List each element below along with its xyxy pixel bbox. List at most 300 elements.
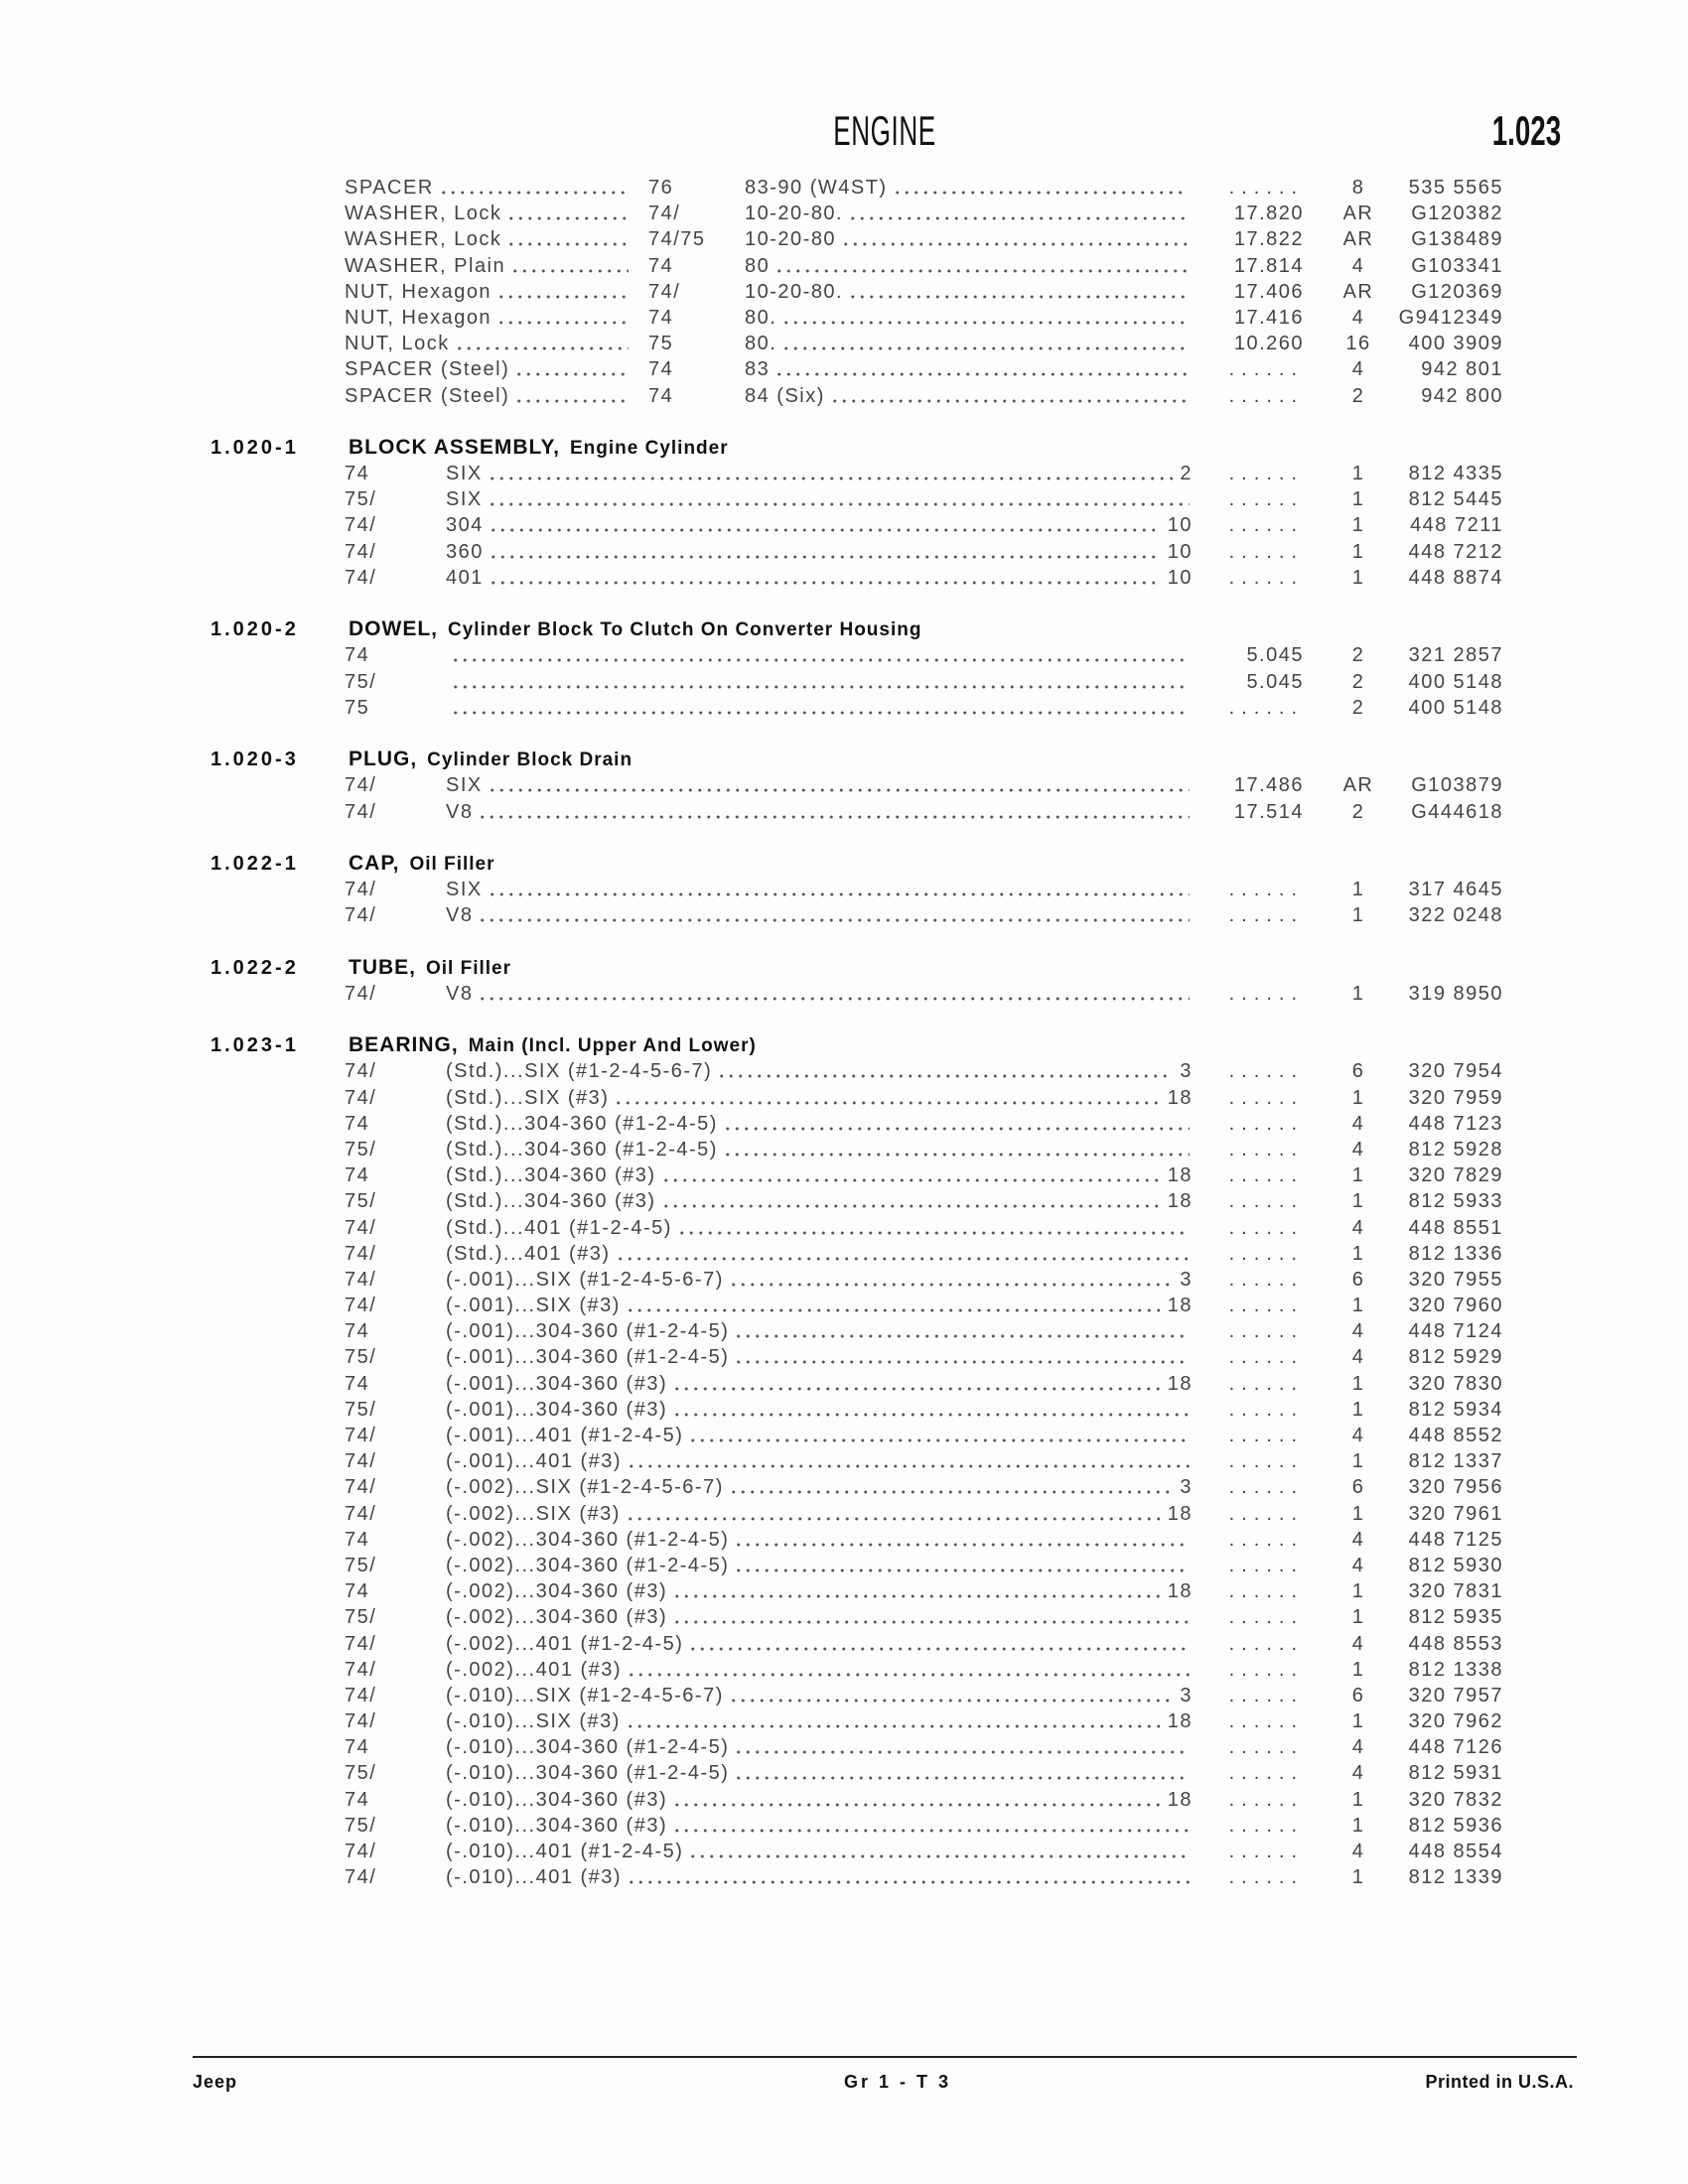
leader-dots (512, 383, 629, 409)
description: (-.002)...304-360 (#1-2-4-5) (446, 1554, 730, 1576)
page-title: ENGINE (833, 107, 936, 154)
part-number: 320 7829 (1408, 1164, 1503, 1187)
leader-dots (659, 1188, 1161, 1214)
leader-dots (846, 201, 1188, 226)
quantity: 1 (1351, 1658, 1365, 1681)
group-number: 17.486 (1233, 774, 1304, 797)
group-number: ...... (1228, 1554, 1304, 1576)
description-leader (745, 253, 1191, 279)
leader-dots (670, 1371, 1161, 1397)
leader-dots (732, 1553, 1190, 1578)
section-number: 1.022-1 (211, 852, 299, 875)
leader-dots (727, 1267, 1174, 1293)
description: (-.002)...401 (#1-2-4-5) (446, 1632, 684, 1655)
section-number: 1.020-3 (211, 749, 299, 771)
description: (-.010)...304-360 (#3) (446, 1814, 668, 1837)
group-number: ...... (1228, 1841, 1304, 1862)
model-year: 74 (648, 384, 674, 407)
model-year: 74/ (648, 203, 681, 225)
description-leader (446, 1708, 1193, 1734)
description-leader (446, 1657, 1193, 1683)
leader-dots (675, 1215, 1190, 1241)
item-name: WASHER, Plain (345, 254, 506, 277)
leader-dots (494, 279, 629, 305)
quantity: 4 (1351, 1425, 1365, 1446)
leader-dots (437, 175, 629, 201)
parts-row (0, 1527, 1688, 1553)
quantity: 2 (1351, 384, 1365, 407)
group-number: 17.820 (1233, 203, 1304, 225)
description-leader (446, 877, 1193, 902)
quantity: 4 (1351, 358, 1365, 381)
reference-number: 18 (1167, 1788, 1193, 1811)
part-number: 812 5935 (1408, 1606, 1503, 1629)
leader-dots (686, 1423, 1190, 1448)
part-number: 400 3909 (1408, 333, 1503, 355)
quantity: 16 (1345, 333, 1371, 355)
reference-number: 2 (1180, 463, 1193, 485)
part-number: 812 5931 (1408, 1762, 1503, 1785)
description-leader (446, 1397, 1193, 1423)
description: (-.002)...SIX (#3) (446, 1502, 621, 1525)
model-year: 75/ (345, 1190, 377, 1213)
leader-dots (625, 1657, 1190, 1683)
description-leader (446, 981, 1193, 1007)
quantity: 6 (1351, 1476, 1365, 1499)
part-number: 812 1338 (1408, 1658, 1503, 1681)
parts-section (0, 435, 1688, 591)
quantity: 1 (1351, 1606, 1365, 1629)
section-part-name: CAP, (349, 851, 400, 875)
part-number: 322 0248 (1408, 904, 1503, 927)
description-leader (745, 305, 1191, 331)
section-number: 1.022-2 (211, 956, 299, 979)
group-number: ...... (1228, 1164, 1304, 1187)
group-number: 17.822 (1233, 228, 1304, 251)
parts-row (0, 902, 1688, 928)
reference-number: 3 (1180, 1476, 1193, 1499)
description: SIX (446, 879, 483, 901)
part-number: 448 7125 (1408, 1528, 1503, 1551)
parts-row (0, 1604, 1688, 1630)
parts-row (0, 695, 1688, 721)
group-number: ...... (1228, 1632, 1304, 1655)
parts-row (0, 175, 1688, 201)
part-number: 812 5445 (1408, 488, 1503, 511)
part-number: 812 1337 (1408, 1450, 1503, 1473)
leader-dots (732, 1344, 1190, 1370)
item-name: SPACER (345, 177, 434, 199)
model-year: 74 (345, 1788, 370, 1811)
model-year: 75/ (345, 1138, 377, 1160)
model-year: 74/ (345, 1086, 377, 1109)
parts-row (0, 1657, 1688, 1683)
part-number: 812 4335 (1408, 463, 1503, 485)
reference-number: 18 (1167, 1164, 1193, 1187)
parts-row (0, 1474, 1688, 1500)
quantity: 1 (1351, 514, 1365, 537)
part-number: 448 7124 (1408, 1320, 1503, 1343)
quantity: 1 (1351, 1450, 1365, 1473)
leader-dots (779, 331, 1188, 356)
part-number: G103879 (1411, 774, 1503, 797)
parts-section (0, 955, 1688, 1007)
model-year: 75/ (345, 1346, 377, 1369)
description: (Std.)...304-360 (#1-2-4-5) (446, 1112, 718, 1135)
quantity: 1 (1351, 540, 1365, 563)
section-title (349, 851, 495, 879)
parts-row (0, 279, 1688, 305)
description-leader (446, 1293, 1193, 1318)
group-number: ...... (1228, 358, 1304, 381)
model-year: 74/ (345, 1866, 377, 1889)
description-leader (446, 1267, 1193, 1293)
group-number: ...... (1228, 1138, 1304, 1160)
group-number: ...... (1228, 488, 1304, 511)
footer-group-reference: Gr 1 - T 3 (843, 2072, 952, 2092)
leader-dots (453, 331, 629, 356)
group-number: 17.514 (1233, 800, 1304, 823)
description-leader (446, 486, 1193, 512)
item-name: NUT, Lock (345, 333, 450, 355)
description-leader (745, 175, 1191, 201)
description-leader (446, 1578, 1193, 1604)
parts-row (0, 1578, 1688, 1604)
section-header (0, 1032, 1688, 1058)
parts-row (0, 1318, 1688, 1344)
section-header (0, 616, 1688, 642)
description: (Std.)...401 (#1-2-4-5) (446, 1216, 672, 1239)
parts-list (0, 175, 1688, 1890)
quantity: 4 (1351, 1528, 1365, 1551)
leader-dots (486, 772, 1190, 798)
model-year: 74/ (345, 774, 377, 797)
section-part-detail: Cylinder Block To Clutch On Converter Housing (448, 619, 922, 641)
model-year: 75 (648, 333, 674, 355)
description-leader (446, 1864, 1193, 1890)
item-name-leader (345, 356, 632, 382)
group-number: ...... (1228, 1502, 1304, 1525)
model-year: 74 (345, 1320, 370, 1343)
model-year: 74/ (345, 1502, 377, 1525)
parts-row (0, 1293, 1688, 1318)
leader-dots (625, 1864, 1190, 1890)
quantity: 4 (1351, 254, 1365, 277)
leader-dots (732, 1318, 1190, 1344)
group-number: ...... (1228, 1866, 1304, 1889)
description: (-.010)...304-360 (#1-2-4-5) (446, 1736, 730, 1759)
model-year: 74 (345, 1164, 370, 1187)
group-number: ...... (1228, 1528, 1304, 1551)
description: (-.002)...304-360 (#3) (446, 1606, 668, 1629)
section-part-name: BEARING, (349, 1033, 459, 1057)
description-leader (446, 512, 1193, 538)
description-leader (745, 383, 1191, 409)
group-number: ...... (1228, 1450, 1304, 1473)
description-leader (446, 1474, 1193, 1500)
group-number: ...... (1228, 1606, 1304, 1629)
leader-dots (449, 669, 1190, 695)
model-year: 74/ (345, 1841, 377, 1862)
parts-row (0, 226, 1688, 252)
quantity: 4 (1351, 1841, 1365, 1862)
quantity: 1 (1351, 1164, 1365, 1187)
quantity: 4 (1351, 1632, 1365, 1655)
parts-row (0, 1371, 1688, 1397)
group-number: ...... (1228, 1086, 1304, 1109)
leader-dots (486, 461, 1174, 486)
description: (-.002)...304-360 (#1-2-4-5) (446, 1528, 730, 1551)
quantity: 4 (1351, 1216, 1365, 1239)
parts-row (0, 1344, 1688, 1370)
leader-dots (504, 201, 629, 226)
model-year: 74 (345, 1372, 370, 1395)
leader-dots (487, 539, 1161, 565)
description-leader (446, 799, 1193, 825)
part-number: 320 7960 (1408, 1295, 1503, 1317)
description-leader (446, 1448, 1193, 1474)
description-leader (446, 642, 1193, 668)
parts-row (0, 1553, 1688, 1578)
reference-number: 10 (1167, 540, 1193, 563)
section-part-detail: Engine Cylinder (569, 437, 729, 459)
leader-dots (625, 1448, 1190, 1474)
reference-number: 18 (1167, 1502, 1193, 1525)
description: (-.010)...304-360 (#1-2-4-5) (446, 1762, 730, 1785)
description-leader (446, 1137, 1193, 1162)
leader-dots (508, 253, 629, 279)
part-number: 812 5936 (1408, 1814, 1503, 1837)
group-number: ...... (1228, 1320, 1304, 1343)
description-leader (745, 356, 1191, 382)
leader-dots (670, 1813, 1190, 1839)
leader-dots (773, 356, 1188, 382)
model-year: 75/ (345, 1814, 377, 1837)
quantity: 1 (1351, 1710, 1365, 1733)
quantity: 1 (1351, 1866, 1365, 1889)
reference-number: 18 (1167, 1580, 1193, 1603)
group-number: ...... (1228, 904, 1304, 927)
part-number: 812 5934 (1408, 1398, 1503, 1421)
parts-row (0, 669, 1688, 695)
item-name-leader (345, 226, 632, 252)
part-number: 942 801 (1421, 358, 1503, 381)
model-year: 74 (345, 1112, 370, 1135)
part-number: 448 8553 (1408, 1632, 1503, 1655)
part-number: 812 5928 (1408, 1138, 1503, 1160)
part-number: 812 1336 (1408, 1242, 1503, 1265)
parts-row (0, 1683, 1688, 1708)
description-leader (446, 1085, 1193, 1111)
quantity: 1 (1351, 1242, 1365, 1265)
description-leader (446, 1162, 1193, 1188)
description: (Std.)...SIX (#3) (446, 1086, 610, 1109)
quantity: 4 (1351, 1320, 1365, 1343)
leader-dots (686, 1839, 1190, 1864)
leader-dots (670, 1604, 1190, 1630)
description: (Std.)...401 (#3) (446, 1242, 611, 1265)
description: (-.010)...SIX (#1-2-4-5-6-7) (446, 1684, 724, 1706)
description-leader (446, 1501, 1193, 1527)
parts-row (0, 1631, 1688, 1657)
description-leader (446, 1188, 1193, 1214)
quantity: 1 (1351, 904, 1365, 927)
quantity: AR (1342, 774, 1374, 797)
description-leader (446, 1318, 1193, 1344)
model-year: 74/ (345, 1060, 377, 1083)
parts-row (0, 331, 1688, 356)
item-name-leader (345, 279, 632, 305)
part-number: 320 7831 (1408, 1580, 1503, 1603)
group-number: ...... (1228, 1060, 1304, 1083)
leader-dots (727, 1474, 1174, 1500)
group-number: ...... (1228, 1372, 1304, 1395)
part-number: G138489 (1411, 228, 1503, 251)
leader-dots (476, 799, 1190, 825)
group-number: ...... (1228, 1658, 1304, 1681)
leader-dots (612, 1085, 1160, 1111)
part-number: 448 7126 (1408, 1736, 1503, 1759)
parts-row (0, 1448, 1688, 1474)
part-number: G120382 (1411, 203, 1503, 225)
description: 10-20-80. (745, 280, 844, 303)
description-leader (446, 772, 1193, 798)
group-number: ...... (1228, 879, 1304, 901)
description: (Std.)...304-360 (#1-2-4-5) (446, 1138, 718, 1160)
description: 80. (745, 306, 777, 329)
item-name-leader (345, 305, 632, 331)
leader-dots (721, 1137, 1190, 1162)
section-header (0, 955, 1688, 981)
description: (-.010)...304-360 (#3) (446, 1788, 668, 1811)
parts-row (0, 877, 1688, 902)
description-leader (745, 279, 1191, 305)
description-leader (446, 1604, 1193, 1630)
quantity: 8 (1351, 177, 1365, 199)
parts-section (0, 1032, 1688, 1890)
quantity: 1 (1351, 1086, 1365, 1109)
quantity: 1 (1351, 463, 1365, 485)
quantity: 1 (1351, 1295, 1365, 1317)
model-year: 74/ (345, 1476, 377, 1499)
parts-row (0, 1058, 1688, 1084)
model-year: 74 (345, 1528, 370, 1551)
reference-number: 18 (1167, 1372, 1193, 1395)
model-year: 74 (648, 254, 674, 277)
parts-row (0, 1085, 1688, 1111)
parts-row (0, 486, 1688, 512)
description-leader (446, 1683, 1193, 1708)
description: (-.001)...401 (#3) (446, 1450, 623, 1473)
model-year: 74/ (345, 540, 377, 563)
part-number: 400 5148 (1408, 670, 1503, 693)
quantity: 1 (1351, 566, 1365, 589)
parts-row (0, 356, 1688, 382)
quantity: 4 (1351, 1346, 1365, 1369)
description: 80. (745, 333, 777, 355)
description-leader (446, 1344, 1193, 1370)
section-number: 1.023-1 (211, 1034, 299, 1057)
reference-number: 18 (1167, 1190, 1193, 1213)
parts-row (0, 1813, 1688, 1839)
parts-row (0, 1188, 1688, 1214)
parts-row (0, 1267, 1688, 1293)
leader-dots (659, 1162, 1161, 1188)
item-name-leader (345, 331, 632, 356)
part-number: 320 7956 (1408, 1476, 1503, 1499)
part-number: 812 1339 (1408, 1866, 1503, 1889)
reference-number: 18 (1167, 1086, 1193, 1109)
parts-row (0, 1423, 1688, 1448)
part-number: 320 7955 (1408, 1268, 1503, 1291)
continued-items (0, 175, 1688, 409)
section-number: 1.020-1 (211, 436, 299, 459)
section-part-name: BLOCK ASSEMBLY, (349, 435, 560, 459)
part-number: 535 5565 (1408, 177, 1503, 199)
description: SIX (446, 488, 483, 511)
parts-row (0, 799, 1688, 825)
leader-dots (727, 1683, 1174, 1708)
parts-section (0, 851, 1688, 929)
quantity: 6 (1351, 1060, 1365, 1083)
leader-dots (487, 565, 1161, 591)
leader-dots (686, 1631, 1190, 1657)
leader-dots (779, 305, 1188, 331)
part-number: 320 7961 (1408, 1502, 1503, 1525)
parts-row (0, 642, 1688, 668)
leader-dots (670, 1787, 1161, 1813)
leader-dots (732, 1734, 1190, 1760)
section-part-name: TUBE, (349, 955, 416, 979)
part-number: 448 7123 (1408, 1112, 1503, 1135)
description: (-.001)...SIX (#3) (446, 1295, 621, 1317)
description: 83 (745, 358, 771, 381)
group-number: ...... (1228, 1216, 1304, 1239)
quantity: AR (1342, 228, 1374, 251)
model-year: 74 (648, 358, 674, 381)
part-number: 812 5930 (1408, 1554, 1503, 1576)
quantity: 1 (1351, 879, 1365, 901)
parts-row (0, 253, 1688, 279)
description: (-.010)...SIX (#3) (446, 1710, 621, 1733)
section-part-detail: Oil Filler (426, 957, 512, 979)
group-number: ...... (1228, 540, 1304, 563)
parts-row (0, 305, 1688, 331)
part-number: 319 8950 (1408, 982, 1503, 1005)
model-year: 74 (345, 463, 370, 485)
description: (Std.)...304-360 (#3) (446, 1164, 656, 1187)
reference-number: 18 (1167, 1710, 1193, 1733)
group-number: ...... (1228, 1762, 1304, 1785)
model-year: 74 (345, 644, 370, 667)
part-number: 320 7830 (1408, 1372, 1503, 1395)
section-title (349, 435, 729, 463)
description-leader (446, 461, 1193, 486)
description: 401 (446, 566, 484, 589)
leader-dots (891, 175, 1188, 201)
group-number: ...... (1228, 1398, 1304, 1421)
part-number: G103341 (1411, 254, 1503, 277)
model-year: 74/ (345, 566, 377, 589)
group-number: 5.045 (1246, 644, 1304, 667)
leader-dots (839, 226, 1188, 252)
group-number: ...... (1228, 696, 1304, 719)
quantity: 1 (1351, 1190, 1365, 1213)
description: V8 (446, 982, 474, 1005)
model-year: 74 (345, 1580, 370, 1603)
group-number: 17.814 (1233, 254, 1304, 277)
parts-row (0, 981, 1688, 1007)
